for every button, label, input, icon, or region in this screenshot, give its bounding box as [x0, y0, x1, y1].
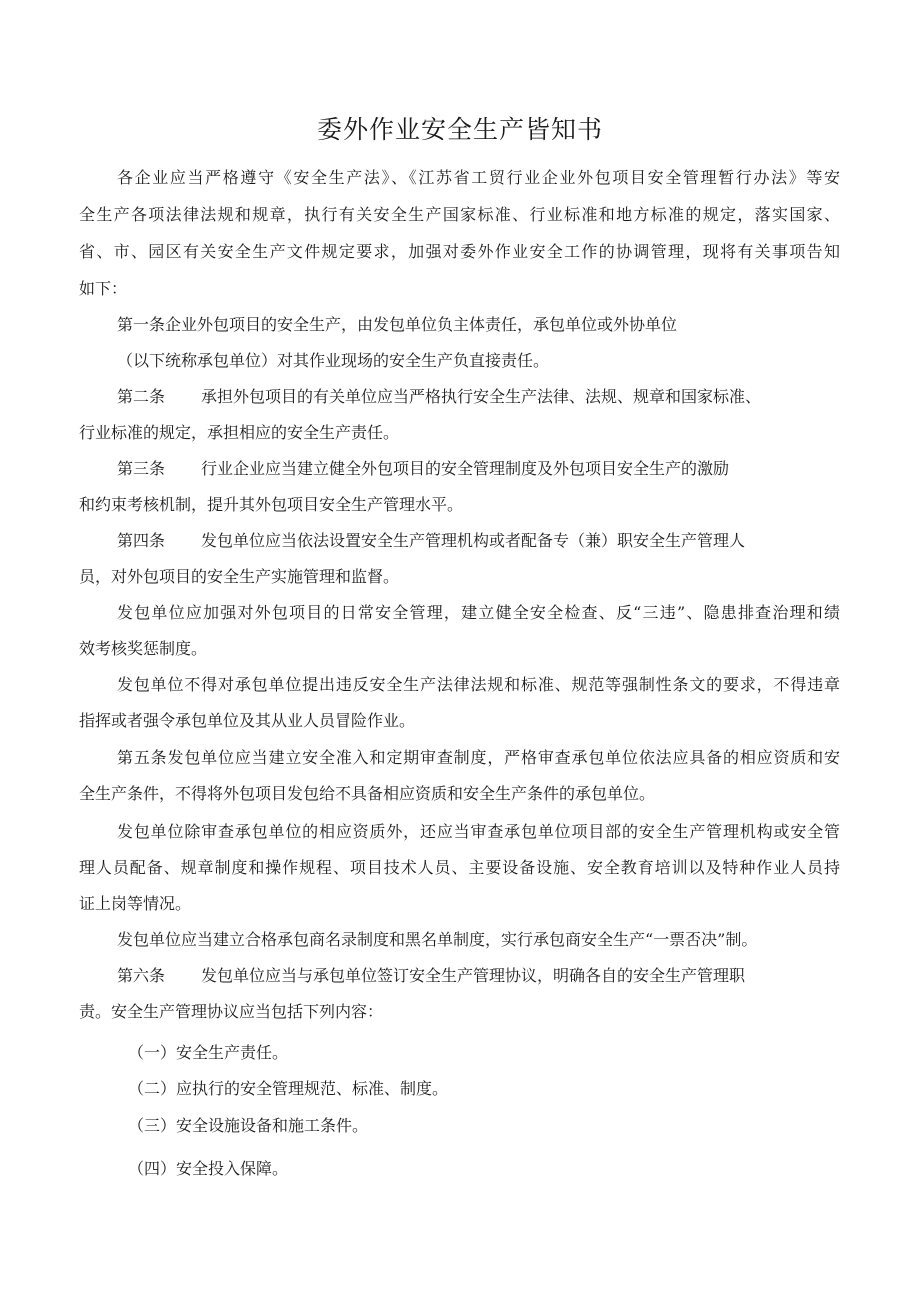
article-6-text: 发包单位应当与承包单位签订安全生产管理协议，明确各自的安全生产管理职: [201, 966, 746, 985]
article-5-line-2: 全生产条件，不得将外包项目发包给不具备相应资质和安全生产条件的承包单位。: [79, 784, 656, 803]
article-4-line-2: 员，对外包项目的安全生产实施管理和监督。: [79, 567, 400, 586]
article-4-p3-line-1: 发包单位不得对承包单位提出违反安全生产法律法规和标准、规范等强制性条文的要求，不得违章: [117, 675, 840, 694]
article-1-line-2: （以下统称承包单位）对其作业现场的安全生产负直接责任。: [117, 351, 550, 370]
list-item-4: （四）安全投入保障。: [128, 1159, 289, 1178]
article-2-label: 第二条: [117, 387, 166, 406]
article-2-line-1: [117, 385, 761, 409]
article-5-p2-line-2: 理人员配备、规章制度和操作规程、项目技术人员、主要设备设施、安全教育培训以及特种作业人员持: [79, 858, 840, 877]
article-5-p2-line-1: 发包单位除审查承包单位的相应资质外，还应当审查承包单位项目部的安全生产管理机构或安全管: [117, 822, 840, 841]
intro-line-2: 全生产各项法律法规和规章，执行有关安全生产国家标准、行业标准和地方标准的规定，落实国家、: [79, 205, 840, 224]
article-2-text: 承担外包项目的有关单位应当严格执行安全生产法律、法规、规章和国家标准、: [201, 387, 762, 406]
article-4-label: 第四条: [117, 531, 166, 550]
article-4-line-1: [117, 529, 745, 553]
article-5-p2-line-3: 证上岗等情况。: [79, 894, 192, 913]
intro-line-4: 如下：: [79, 279, 128, 298]
article-5-line-1: 第五条发包单位应当建立安全准入和定期审查制度，严格审查承包单位依法应具备的相应资质和安: [117, 748, 840, 767]
article-6-line-2: 责。安全生产管理协议应当包括下列内容：: [79, 1002, 384, 1021]
article-3-text: 行业企业应当建立健全外包项目的安全管理制度及外包项目安全生产的激励: [201, 459, 730, 478]
article-4-text: 发包单位应当依法设置安全生产管理机构或者配备专（兼）职安全生产管理人: [201, 531, 746, 550]
article-4-p2-line-1: 发包单位应加强对外包项目的日常安全管理，建立健全安全检查、反“三违”、隐患排查治理和绩: [117, 603, 840, 622]
article-6-label: 第六条: [117, 966, 166, 985]
list-item-1: （一）安全生产责任。: [128, 1043, 289, 1062]
article-3-label: 第三条: [117, 459, 166, 478]
article-4-p3-line-2: 指挥或者强令承包单位及其从业人员冒险作业。: [79, 711, 416, 730]
list-item-3: （三）安全设施设备和施工条件。: [128, 1116, 369, 1135]
article-2-line-2: 行业标准的规定，承担相应的安全生产责任。: [79, 423, 400, 442]
article-3-line-1: [117, 457, 729, 481]
article-5-p3-line-1: 发包单位应当建立合格承包商名录制度和黑名单制度，实行承包商安全生产“一票否决”制。: [117, 930, 758, 949]
intro-line-1: 各企业应当严格遵守《安全生产法》、《江苏省工贸行业企业外包项目安全管理暂行办法》等安: [117, 168, 840, 187]
article-4-p2-line-2: 效考核奖惩制度。: [79, 639, 208, 658]
document-title: 委外作业安全生产皆知书: [316, 115, 603, 144]
article-3-line-2: 和约束考核机制，提升其外包项目安全生产管理水平。: [79, 495, 464, 514]
list-item-2: （二）应执行的安全管理规范、标准、制度。: [128, 1079, 449, 1098]
article-6-line-1: [117, 964, 745, 988]
intro-line-3: 省、市、园区有关安全生产文件规定要求，加强对委外作业安全工作的协调管理，现将有关事项告知: [79, 242, 840, 261]
article-1-line-1: 第一条企业外包项目的安全生产，由发包单位负主体责任，承包单位或外协单位: [117, 315, 678, 334]
